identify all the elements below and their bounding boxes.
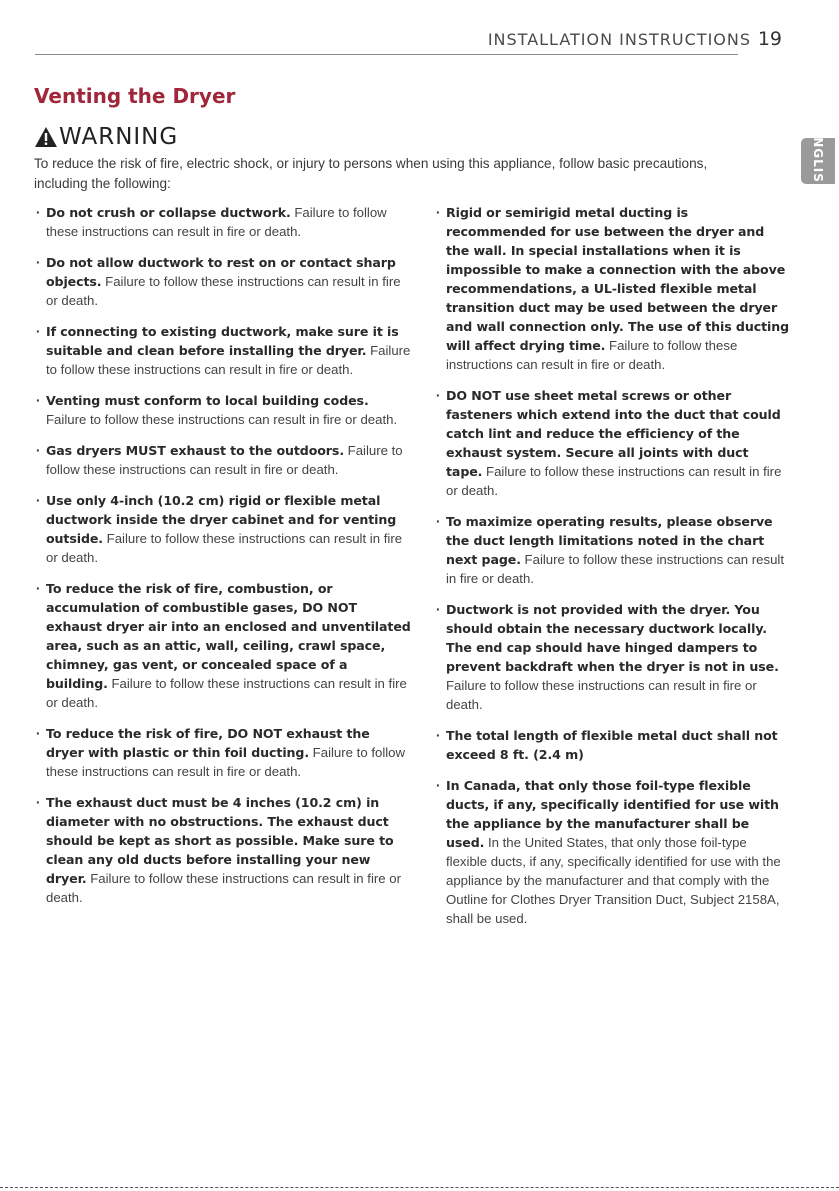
precaution-lead: To reduce the risk of fire, combustion, or accumulation of combustible gases, DO NOT exhaust dryer air into an enclosed and unventilated area, such as an attic, wall, ceiling, crawl space, chimney, gas vent, or concealed space of a building. [46,581,411,691]
precaution-text: Failure to follow these instructions can result in fire or death. [46,531,403,565]
precaution-item [36,253,411,310]
bullet-icon: · [36,443,41,458]
bullet-icon: · [436,602,441,617]
precaution-lead: Ductwork is not provided with the dryer. You should obtain the necessary ductwork locally. The end cap should have hinged dampers to prevent backdraft when the dryer is not in use. [446,602,779,674]
precaution-item [36,203,411,241]
precaution-lead: Do not crush or collapse ductwork. [46,205,291,220]
header-rule [35,54,738,55]
left-column [36,203,411,919]
precaution-item [436,726,789,764]
bullet-icon: · [36,255,41,270]
language-tab[interactable] [801,128,835,194]
page-number: 19 [757,28,782,50]
precaution-item [36,724,411,781]
precaution-lead: The exhaust duct must be 4 inches (10.2 cm) in diameter with no obstructions. The exhaust duct should be kept as short as possible. Make sure to clean any old ducts before installing your new dryer. [46,795,394,886]
precaution-text: In the United States, that only those foil-type flexible ducts, if any, specifically identified for use with the appliance by the manufacturer and that comply with the Outline for Clothes Dryer Transition Duct, Subject 2158A, shall be used. [446,835,781,926]
bullet-icon: · [436,514,441,529]
precaution-item [36,391,411,429]
warning-triangle-icon [34,126,58,148]
precaution-lead: DO NOT use sheet metal screws or other fasteners which extend into the duct that could catch lint and reduce the efficiency of the exhaust system. Secure all joints with duct tape. [446,388,781,479]
right-column [436,203,789,940]
precaution-text: Failure to follow these instructions can result in fire or death. [46,745,406,779]
bullet-icon: · [36,726,41,741]
precaution-text: Failure to follow these instructions can result in fire or death. [46,343,411,377]
precaution-lead: If connecting to existing ductwork, make sure it is suitable and clean before installing the dryer. [46,324,399,358]
language-tab-label: ENGLISH [811,128,825,194]
precaution-text: Failure to follow these instructions can result in fire or death. [446,552,785,586]
precaution-lead: Gas dryers MUST exhaust to the outdoors. [46,443,344,458]
warning-heading [34,124,178,150]
precaution-item [436,203,789,374]
bullet-icon: · [436,728,441,743]
precaution-lead: To maximize operating results, please observe the duct length limitations noted in the chart next page. [446,514,773,567]
precaution-text: Failure to follow these instructions can result in fire or death. [46,443,403,477]
bullet-icon: · [36,324,41,339]
bottom-rule [0,1187,839,1188]
precaution-item [36,579,411,712]
precaution-lead: To reduce the risk of fire, DO NOT exhaust the dryer with plastic or thin foil ducting. [46,726,370,760]
precaution-lead: In Canada, that only those foil-type flexible ducts, if any, specifically identified for use with the appliance by the manufacturer shall be used. [446,778,779,850]
warning-intro: To reduce the risk of fire, electric shock, or injury to persons when using this appliance, follow basic precautions, including the following: [34,156,708,191]
precaution-lead: Venting must conform to local building codes. [46,393,369,408]
precaution-text: Failure to follow these instructions can result in fire or death. [46,871,402,905]
precaution-lead: Use only 4-inch (10.2 cm) rigid or flexible metal ductwork inside the dryer cabinet and for venting outside. [46,493,397,546]
precaution-item [436,776,789,928]
precaution-item [436,386,789,500]
bullet-icon: · [436,388,441,403]
precaution-item [436,600,789,714]
bullet-icon: · [36,205,41,220]
precaution-item [36,441,411,479]
bullet-icon: · [36,581,41,596]
precaution-text: Failure to follow these instructions can result in fire or death. [46,412,398,427]
precaution-text: Failure to follow these instructions can result in fire or death. [46,274,401,308]
precaution-text: Failure to follow these instructions can result in fire or death. [446,338,738,372]
bullet-icon: · [36,393,41,408]
precaution-text: Failure to follow these instructions can result in fire or death. [46,676,407,710]
precaution-text: Failure to follow these instructions can result in fire or death. [46,205,387,239]
precaution-item [436,512,789,588]
precaution-lead: The total length of flexible metal duct shall not exceed 8 ft. (2.4 m) [446,728,778,762]
section-title: Venting the Dryer [34,84,236,108]
precaution-text: Failure to follow these instructions can result in fire or death. [446,678,757,712]
precaution-text: Failure to follow these instructions can result in fire or death. [446,464,782,498]
bullet-icon: · [436,778,441,793]
precaution-item [36,322,411,379]
precaution-item [36,793,411,907]
bullet-icon: · [36,493,41,508]
precaution-item [36,491,411,567]
precaution-lead: Rigid or semirigid metal ducting is recommended for use between the dryer and the wall. In special installations when it is impossible to make a connection with the above recommendations, a UL-listed flexible metal transition duct may be used between the dryer and wall connection only. The use of this ducting will affect drying time. [446,205,789,353]
running-head: INSTALLATION INSTRUCTIONS [487,30,751,49]
warning-title: WARNING [59,124,179,150]
precaution-lead: Do not allow ductwork to rest on or contact sharp objects. [46,255,396,289]
bullet-icon: · [36,795,41,810]
bullet-icon: · [436,205,441,220]
